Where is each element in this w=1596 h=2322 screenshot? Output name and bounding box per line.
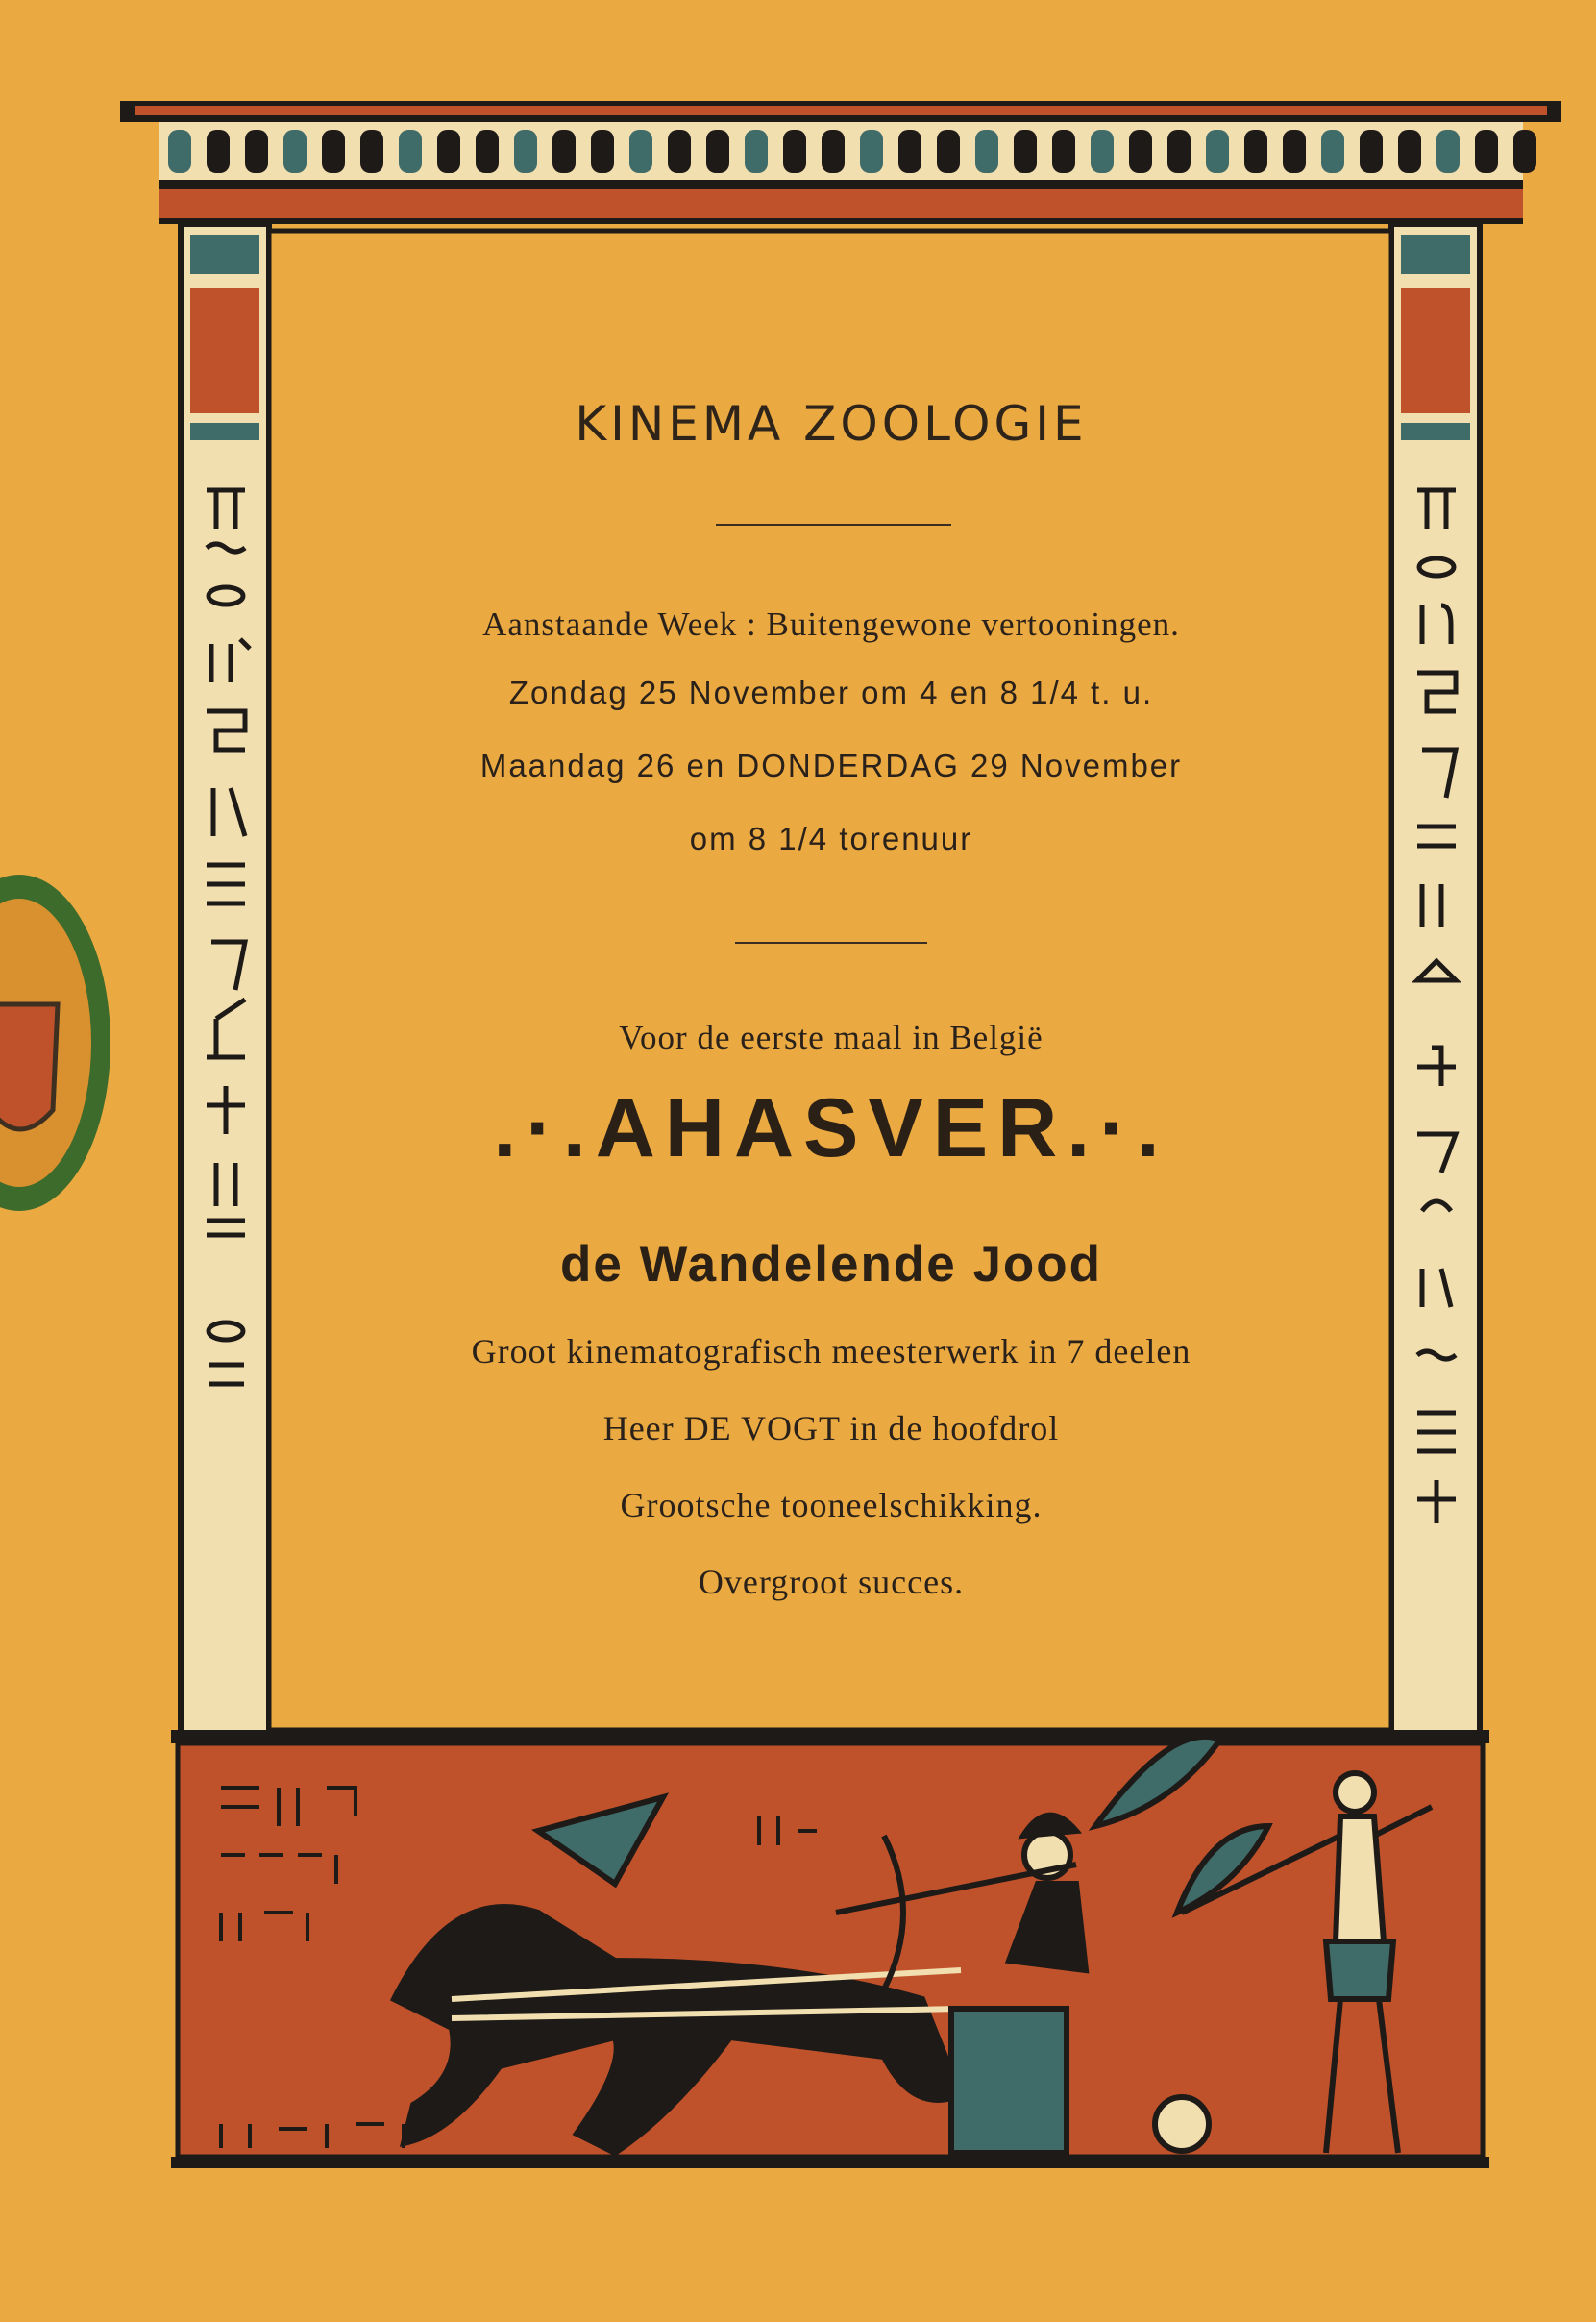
program-line-time: om 8 1/4 torenuur (689, 821, 973, 856)
page-title: KINEMA ZOOLOGIE (575, 396, 1088, 452)
premiere-line: Voor de eerste maal in België (619, 1019, 1044, 1056)
program-line-week: Aanstaande Week : Buitengewone vertooningen. (482, 605, 1180, 643)
program-line-sunday: Zondag 25 November om 4 en 8 1/4 t. u. (508, 675, 1154, 710)
program-line-monday-thursday: Maandag 26 en DONDERDAG 29 November (479, 748, 1183, 783)
program-panel (288, 317, 1374, 1701)
film-subtitle: de Wandelende Jood (559, 1236, 1103, 1293)
film-title: .·.AHASVER.·. (493, 1082, 1169, 1174)
section-divider (735, 942, 927, 944)
description-success: Overgroot succes. (698, 1563, 965, 1601)
description-staging: Grootsche tooneelschikking. (620, 1486, 1043, 1524)
seal-emblem (0, 870, 115, 1216)
description-masterwork: Groot kinematografisch meesterwerk in 7 deelen (471, 1332, 1191, 1371)
title-divider (716, 524, 951, 526)
description-lead-actor: Heer DE VOGT in de hoofdrol (602, 1409, 1060, 1447)
